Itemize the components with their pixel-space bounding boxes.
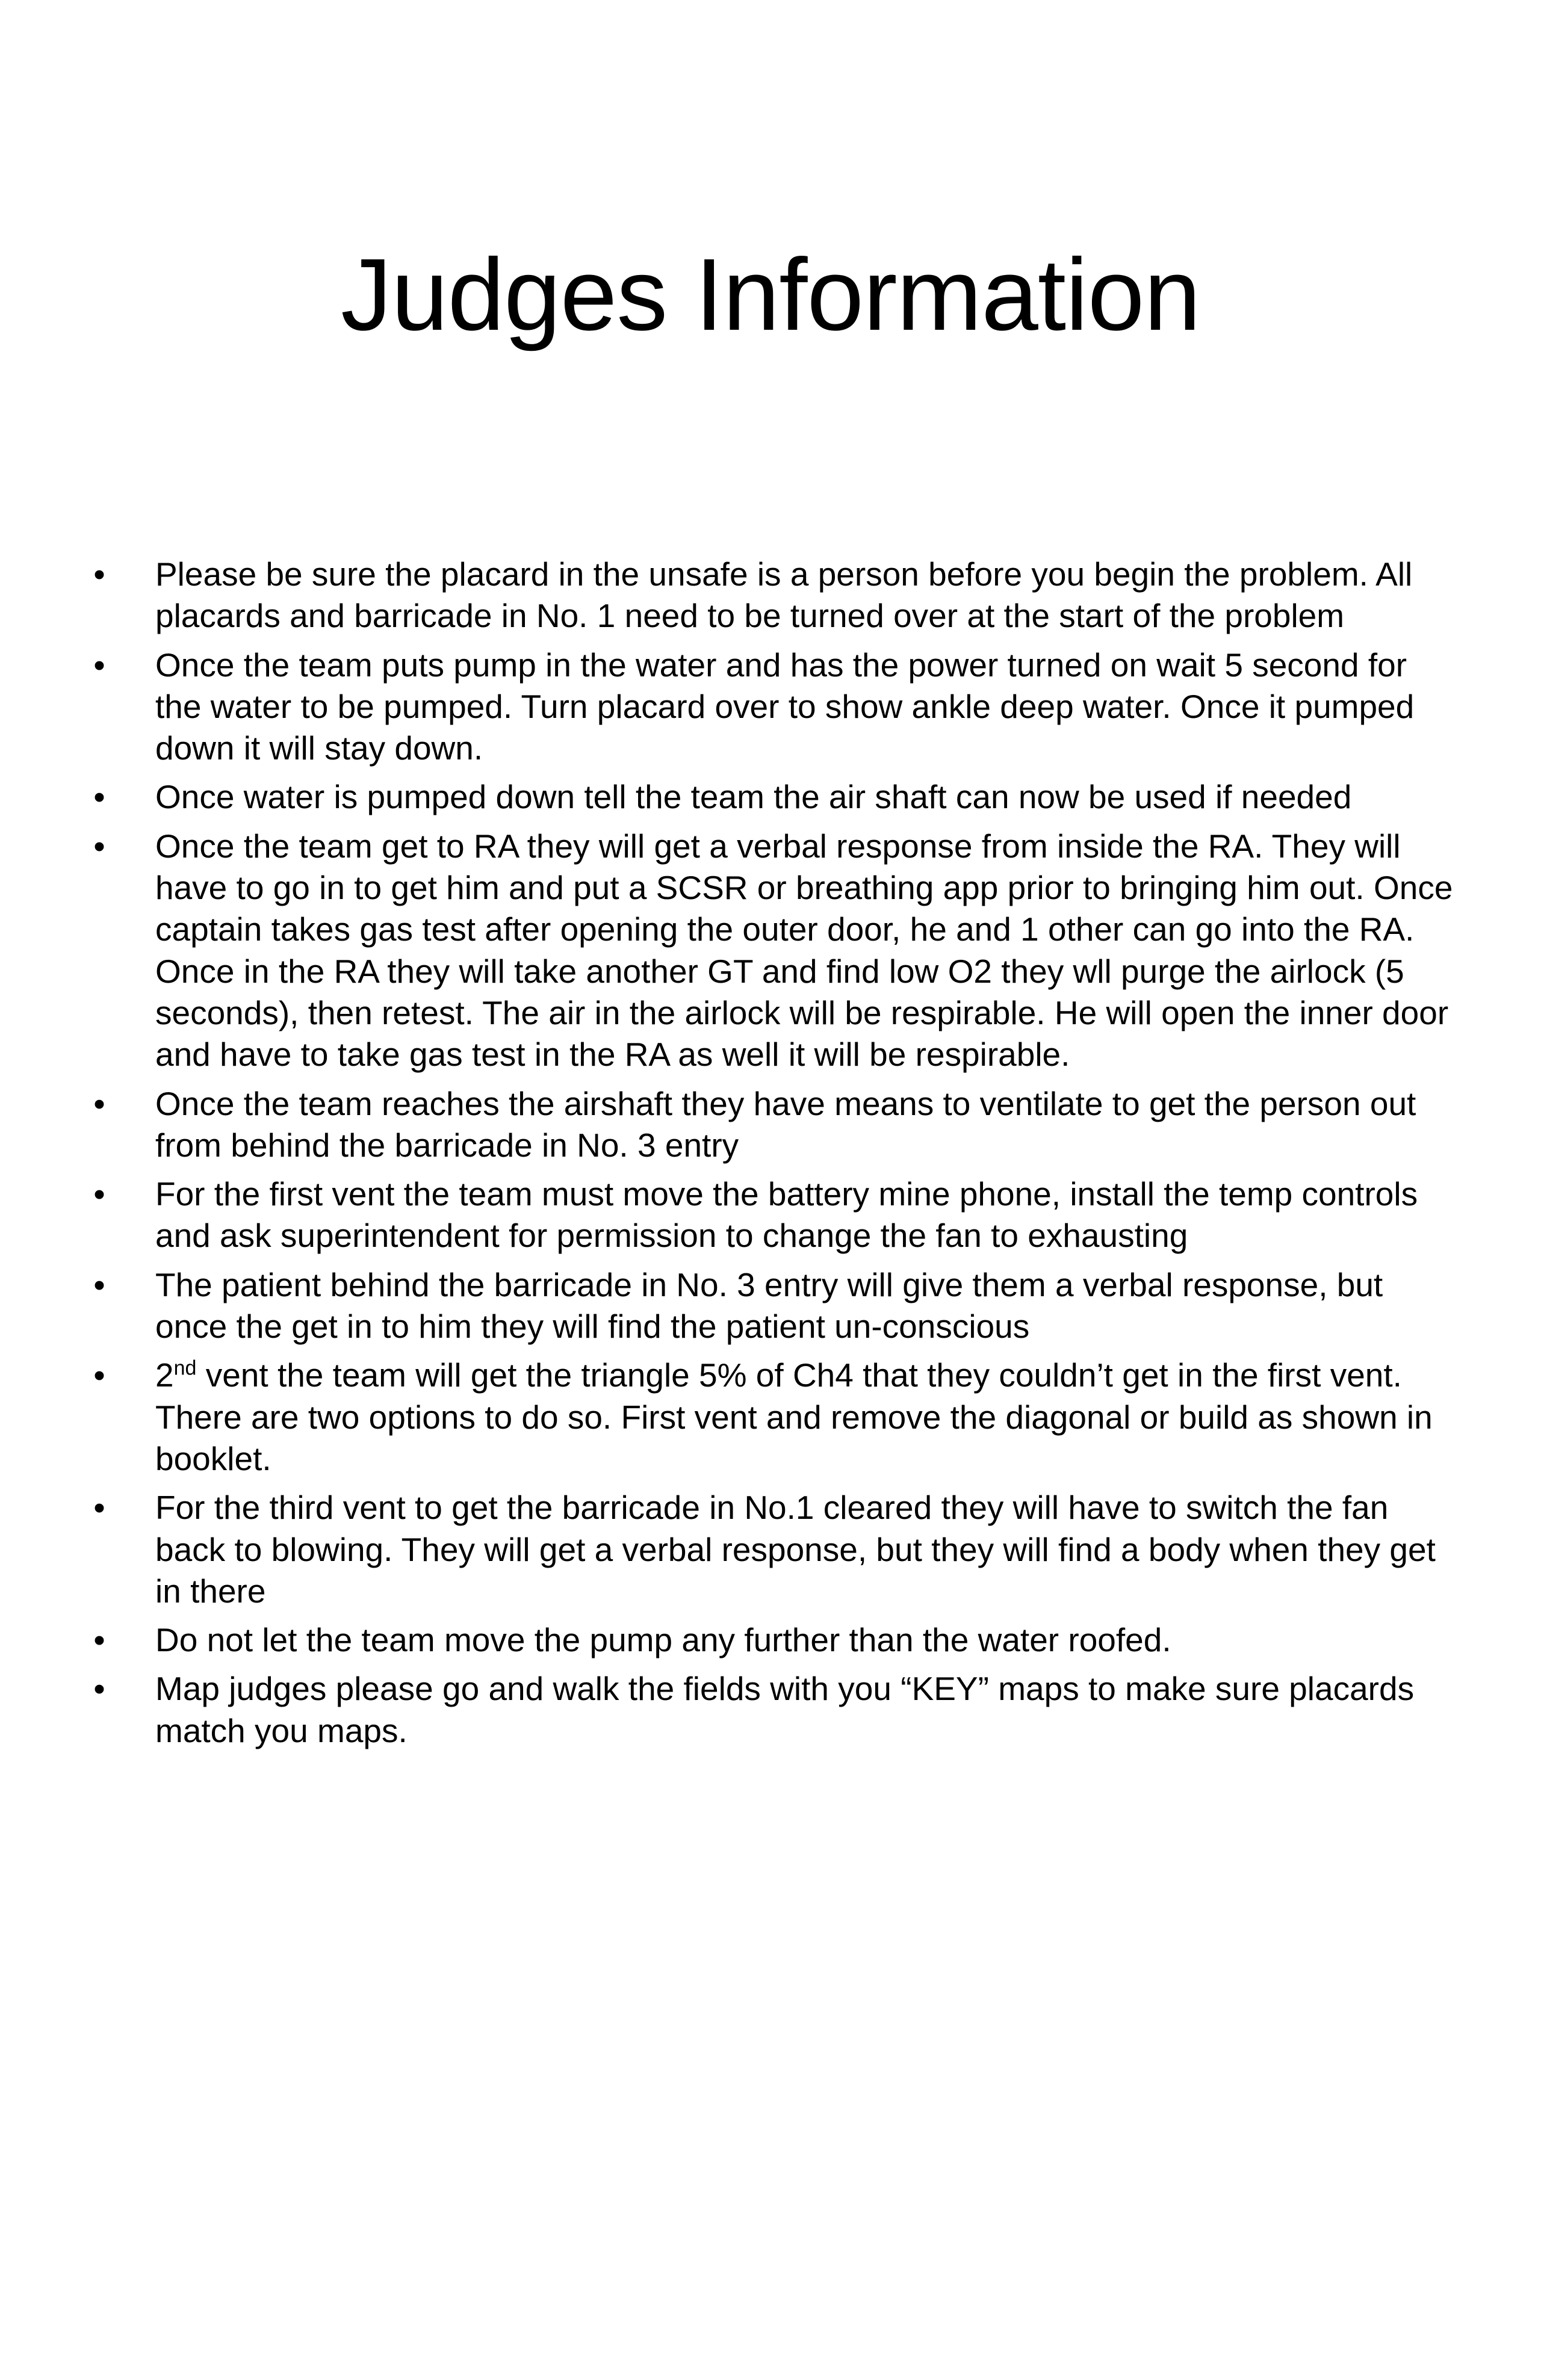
- list-item: [90, 644, 1457, 770]
- bullet-icon: •: [93, 1175, 105, 1213]
- bullet-icon: •: [93, 1266, 105, 1303]
- bullet-icon: •: [93, 555, 105, 593]
- list-item-text: Once the team reaches the airshaft they have means to ventilate to get the person out from behind the barricade in No. 3 entry: [155, 1084, 1416, 1164]
- ordinal-suffix: nd: [173, 1357, 197, 1380]
- list-item: [90, 1355, 1457, 1480]
- list-item-text: For the third vent to get the barricade in No.1 cleared they will have to switch the fan back to blowing. They will get a verbal response, but they will find a body when they get in there: [155, 1489, 1436, 1610]
- list-item-text: Once the team get to RA they will get a verbal response from inside the RA. They will have to go in to get him and put a SCSR or breathing app prior to bringing him out. Once captain takes gas test after opening the outer door, he and 1 other can go into the RA. Once in the RA they will take another GT and find low O2 they wll purge the airlock (5 seconds), then retest. The air in the airlock will be respirable. He will open the inner door and have to take gas test in the RA as well it will be respirable.: [155, 827, 1453, 1074]
- list-item-text-rest: vent the team will get the triangle 5% of Ch4 that they couldn’t get in the first vent. There are two options to do so. First vent and remove the diagonal or build as shown in booklet.: [155, 1356, 1433, 1477]
- bullet-icon: •: [93, 1356, 105, 1394]
- list-item: [90, 826, 1457, 1076]
- list-item-text: The patient behind the barricade in No. 3 entry will give them a verbal response, but once the get in to him they will find the patient un-conscious: [155, 1266, 1383, 1346]
- list-item: [90, 554, 1457, 637]
- bullet-icon: •: [93, 1621, 105, 1659]
- bullet-icon: •: [93, 646, 105, 684]
- list-item: [90, 1619, 1457, 1661]
- list-item-text: Do not let the team move the pump any further than the water roofed.: [155, 1621, 1171, 1659]
- list-item: [90, 1173, 1457, 1257]
- list-item: [90, 1083, 1457, 1167]
- bullet-icon: •: [93, 778, 105, 816]
- list-item: [90, 1487, 1457, 1612]
- bullet-icon: •: [93, 1084, 105, 1122]
- list-item-text: [155, 1355, 1457, 1480]
- list-item-text: Please be sure the placard in the unsafe is a person before you begin the problem. All placards and barricade in No. 1 need to be turned over at the start of the problem: [155, 555, 1413, 635]
- list-item-text: Once the team puts pump in the water and has the power turned on wait 5 second for the water to be pumped. Turn placard over to show ankle deep water. Once it pumped down it will stay down.: [155, 646, 1415, 767]
- list-item-text: Once water is pumped down tell the team the air shaft can now be used if needed: [155, 778, 1352, 816]
- judges-information-list: [90, 554, 1457, 1759]
- list-item: [90, 1264, 1457, 1348]
- page-title: Judges Information: [341, 238, 1200, 352]
- list-item-text: For the first vent the team must move the battery mine phone, install the temp controls and ask superintendent for permission to change the fan to exhausting: [155, 1175, 1418, 1255]
- bullet-icon: •: [93, 827, 105, 865]
- list-item: [90, 1668, 1457, 1752]
- ordinal-number: 2: [155, 1356, 174, 1394]
- list-item: [90, 776, 1457, 818]
- list-item-text: Map judges please go and walk the fields with you “KEY” maps to make sure placards match you maps.: [155, 1670, 1415, 1749]
- bullet-icon: •: [93, 1670, 105, 1708]
- bullet-icon: •: [93, 1489, 105, 1527]
